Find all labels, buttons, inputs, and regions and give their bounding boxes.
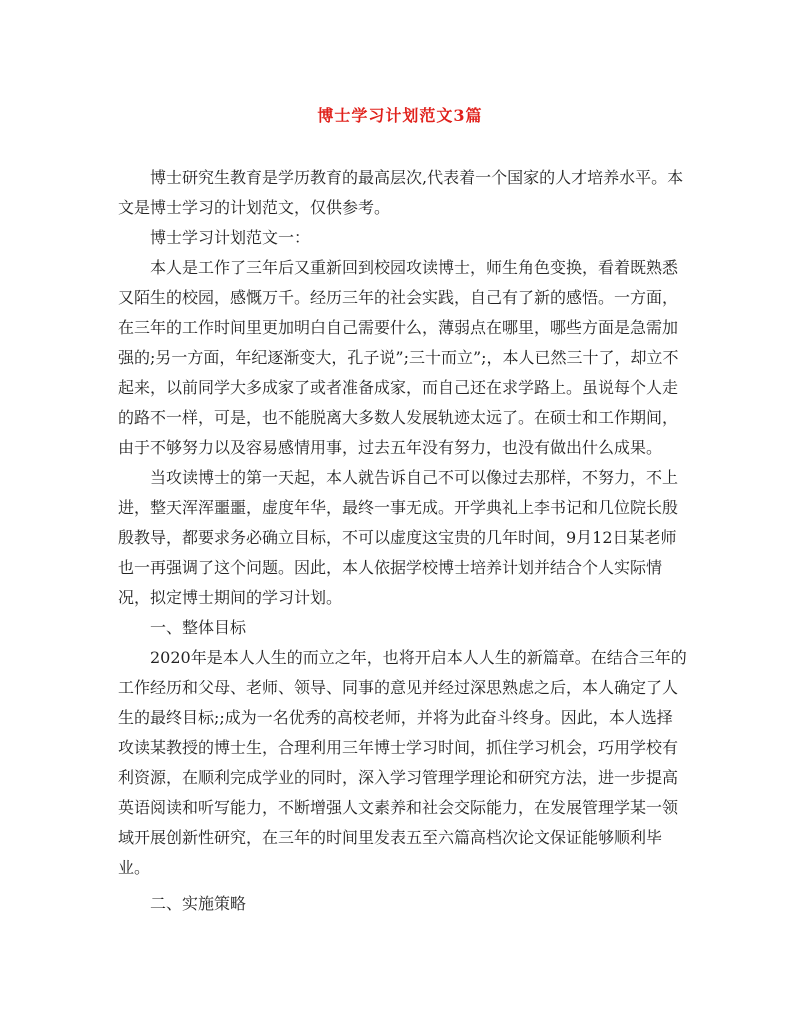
section-heading-overall-goal: 一、整体目标 (150, 618, 247, 637)
section-heading-sample-one: 博士学习计划范文一： (150, 228, 311, 247)
paragraph-overall-goal: 2020年是本人人生的而立之年，也将开启本人人生的新篇章。在结合三年的工作经历和父母、老师、领导、同事的意见并经过深思熟虑之后，本人确定了人生的最终目标;;成为一名优秀的高校老师，并将为此奋斗终身。因此，本人选择攻读某教授的博士生，合理利用三年博士学习时间，抓住学习机会，巧用学校有利资源，在顺利完成学业的同时，深入学习管理学理论和研究方法，进一步提高英语阅读和听写能力，不断增强人文素养和社会交际能力，在发展管理学某一领域开展创新性研究，在三年的时间里发表五至六篇高档次论文保证能够顺利毕业。 (118, 648, 687, 877)
paragraph-intro: 博士研究生教育是学历教育的最高层次,代表着一个国家的人才培养水平。本文是博士学习的计划范文，仅供参考。 (118, 168, 684, 217)
paragraph-resolution: 当攻读博士的第一天起，本人就告诉自己不可以像过去那样，不努力，不上进，整天浑浑噩噩，虚度年华，最终一事无成。开学典礼上李书记和几位院长殷殷教导，都要求务必确立目标，不可以虚度这宝贵的几年时间，9月12日某老师也一再强调了这个问题。因此，本人依据学校博士培养计划并结合个人实际情况，拟定博士期间的学习计划。 (118, 468, 679, 607)
document-title: 博士学习计划范文3篇 (317, 106, 483, 125)
section-heading-strategy: 二、实施策略 (150, 894, 247, 913)
document-body (118, 163, 688, 919)
paragraph-background: 本人是工作了三年后又重新回到校园攻读博士，师生角色变换，看着既熟悉又陌生的校园，感慨万千。经历三年的社会实践，自己有了新的感悟。一方面，在三年的工作时间里更加明白自己需要什么，薄弱点在哪里，哪些方面是急需加强的;另一方面，年纪逐渐变大，孔子说”;三十而立”;，本人已然三十了，却立不起来，以前同学大多成家了或者准备成家，而自己还在求学路上。虽说每个人走的路不一样，可是，也不能脱离大多数人发展轨迹太远了。在硕士和工作期间，由于不够努力以及容易感情用事，过去五年没有努力，也没有做出什么成果。 (118, 258, 679, 457)
